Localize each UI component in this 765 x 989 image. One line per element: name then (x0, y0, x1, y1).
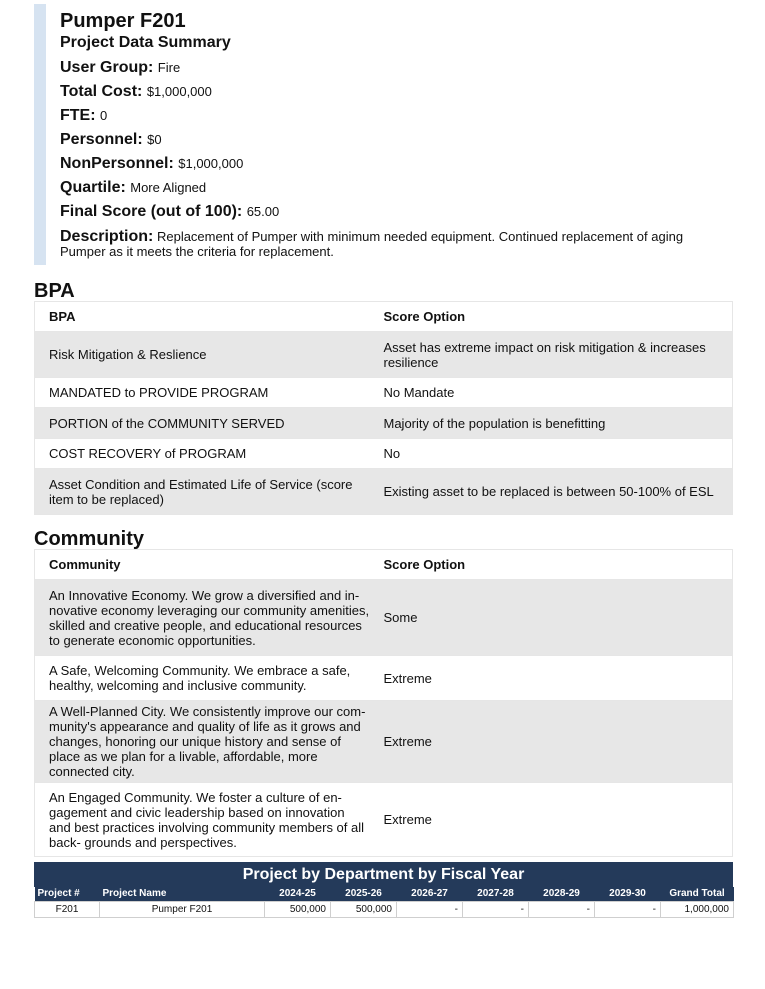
table-row (35, 439, 733, 469)
fiscal-cell: - (595, 902, 661, 918)
score-option-col-header: Score Option (370, 302, 733, 332)
community-section-title: Community (34, 528, 144, 550)
quartile-value: More Aligned (130, 180, 207, 195)
nonpersonnel-field (60, 155, 724, 173)
personnel-label: Personnel: (60, 131, 143, 148)
bpa-item: COST RECOVERY of PROGRAM (49, 446, 247, 461)
community-item: A Well-Planned City. We consistently improve our com- munity's appearance and quality of life as it grows and changes, honoring our unique history and sense of place as we plan for a livable, affordable, more connected city. (49, 704, 366, 779)
fte-value: 0 (100, 108, 108, 123)
project-title: Pumper F201 (60, 10, 186, 32)
table-row (35, 701, 733, 783)
bpa-item: Asset Condition and Estimated Life of Service (score item to be replaced) (49, 476, 353, 507)
table-row (35, 408, 733, 439)
bpa-section-title: BPA (34, 280, 75, 302)
community-score: Extreme (383, 734, 432, 749)
nonpersonnel-value: $1,000,000 (178, 156, 244, 171)
fiscal-cell: F201 (35, 902, 100, 918)
fiscal-col-header: Project Name (100, 887, 265, 902)
project-subtitle: Project Data Summary (60, 34, 231, 51)
bpa-item: Risk Mitigation & Reslience (49, 347, 207, 362)
fiscal-table-title: Project by Department by Fiscal Year (34, 862, 733, 887)
fiscal-cell: 500,000 (331, 902, 397, 918)
fte-field (60, 107, 724, 125)
bpa-header-row (35, 302, 733, 332)
fiscal-cell: - (529, 902, 595, 918)
bpa-score: Majority of the population is benefitting (383, 415, 606, 431)
fiscal-col-header: Grand Total (661, 887, 734, 902)
table-row (35, 783, 733, 857)
fiscal-year-table (34, 887, 734, 918)
fiscal-cell: 500,000 (265, 902, 331, 918)
fte-label: FTE: (60, 107, 96, 124)
table-row (35, 656, 733, 701)
bpa-item: PORTION of the COMMUNITY SERVED (49, 415, 285, 431)
final-score-label: Final Score (out of 100): (60, 203, 243, 220)
quartile-field (60, 179, 724, 197)
description-field (60, 229, 724, 259)
fiscal-col-header: 2029-30 (595, 887, 661, 902)
fiscal-col-header: Project # (35, 887, 100, 902)
description-value: Replacement of Pumper with minimum needed equipment. Continued replacement of aging Pumper as it meets the criteria for replacement. (60, 229, 684, 259)
community-item: An Engaged Community. We foster a culture of en- gagement and civic leadership based on innovation and best practices involving community members of all back- grounds and perspectives. (49, 789, 365, 850)
fiscal-cell: Pumper F201 (100, 902, 265, 918)
table-row (35, 580, 733, 656)
community-table (34, 549, 733, 857)
fiscal-header-row (35, 887, 734, 902)
user-group-label: User Group: (60, 59, 154, 76)
personnel-value: $0 (147, 132, 162, 147)
bpa-item: MANDATED to PROVIDE PROGRAM (49, 385, 269, 400)
bpa-score: Asset has extreme impact on risk mitigation & increases resilience (383, 339, 706, 370)
final-score-field (60, 203, 724, 221)
description-label: Description: (60, 228, 154, 245)
community-score: Extreme (383, 670, 432, 686)
table-row (35, 378, 733, 408)
bpa-score: No Mandate (383, 385, 455, 400)
fiscal-col-header: 2028-29 (529, 887, 595, 902)
fiscal-cell: - (463, 902, 529, 918)
table-row (35, 469, 733, 515)
community-score: Extreme (383, 812, 432, 827)
user-group-value: Fire (157, 60, 181, 75)
total-cost-value: $1,000,000 (146, 84, 212, 99)
fiscal-col-header: 2024-25 (265, 887, 331, 902)
project-summary-panel (34, 4, 724, 265)
bpa-score: No (383, 446, 401, 461)
bpa-score: Existing asset to be replaced is between 50-100% of ESL (383, 484, 714, 499)
fiscal-cell: - (397, 902, 463, 918)
nonpersonnel-label: NonPersonnel: (60, 155, 174, 172)
table-row (35, 902, 734, 918)
fiscal-col-header: 2026-27 (397, 887, 463, 902)
total-cost-field (60, 83, 724, 101)
user-group-field (60, 59, 724, 77)
final-score-value: 65.00 (246, 204, 280, 219)
community-score: Some (383, 610, 418, 625)
personnel-field (60, 131, 724, 149)
community-item: A Safe, Welcoming Community. We embrace a safe, healthy, welcoming and inclusive community. (49, 663, 351, 693)
bpa-col-header: BPA (35, 302, 370, 332)
table-row (35, 332, 733, 378)
score-option-col-header: Score Option (370, 550, 733, 580)
community-header-row (35, 550, 733, 580)
bpa-table (34, 301, 733, 515)
quartile-label: Quartile: (60, 179, 126, 196)
fiscal-col-header: 2027-28 (463, 887, 529, 902)
community-col-header: Community (35, 550, 370, 580)
total-cost-label: Total Cost: (60, 83, 143, 100)
fiscal-year-table-panel (34, 862, 733, 918)
fiscal-cell: 1,000,000 (661, 902, 734, 918)
community-item: An Innovative Economy. We grow a diversified and in- novative economy leveraging our community amenities, skilled and creative people, and educational resources to generate economic opportunities. (49, 587, 370, 648)
fiscal-col-header: 2025-26 (331, 887, 397, 902)
